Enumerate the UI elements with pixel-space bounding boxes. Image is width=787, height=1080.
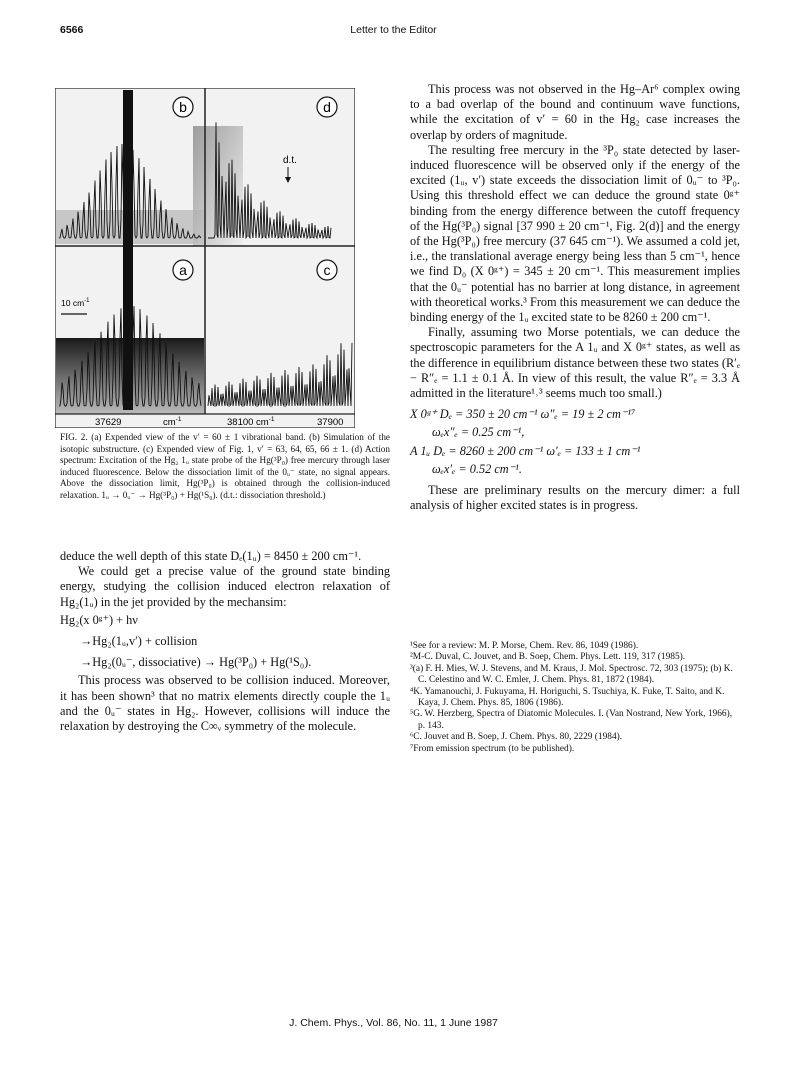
left-column (60, 549, 390, 734)
svg-text:a: a (179, 262, 187, 278)
reference-4: ⁴K. Yamanouchi, J. Fukuyama, H. Horiguchi, S. Tsuchiya, K. Fuke, T. Saito, and K. Kaya, J. Chem. Phys. 85, 1806 (1986). (410, 686, 725, 709)
panel-label-a (173, 260, 193, 280)
panel-label-c (317, 260, 337, 280)
axis-label-37900: 37900 (317, 417, 344, 428)
equation-x-state: X 0ᵍ⁺ Dₑ = 350 ± 20 cm⁻¹ ω″ₑ = 19 ± 2 cm⁻¹⁷ (410, 407, 636, 422)
right-paragraph-1: This process was not observed in the Hg–Ar⁶ complex owing to a bad overlap of the bound and continuum wave functions, while the excitation of v′ = 60 in the Hg₂ case increases the overlap by orders of magnitude. (410, 82, 740, 142)
svg-text:c: c (323, 262, 331, 278)
left-paragraph-3: This process was observed to be collision induced. Moreover, it has been shown³ that no matrix elements directly couple the 1ᵤ and the 0ᵤ⁻ states in Hg₂. However, collisions will induce the relaxation by destroying the C∞ᵥ symmetry of the molecule. (60, 673, 390, 734)
equation-a-state: A 1ᵤ Dₑ = 8260 ± 200 cm⁻¹ ω′ₑ = 133 ± 1 cm⁻¹ (410, 443, 641, 458)
scale-label: 10 $cm^{-1}$ (61, 298, 90, 308)
left-paragraph-1: deduce the well depth of this state Dₑ(1ᵤ) = 8450 ± 200 cm⁻¹. (60, 549, 362, 563)
page-number: 6566 (60, 24, 84, 36)
left-paragraph-2: We could get a precise value of the ground state binding energy, studying the collision induced electron relaxation of Hg₂(1ᵤ) in the jet provided by the mechansim: (60, 564, 390, 609)
panel-label-d (317, 97, 337, 117)
running-header: Letter to the Editor (350, 24, 437, 36)
reference-3: ³(a) F. H. Mies, W. J. Stevens, and M. Kraus, J. Mol. Spectrosc. 72, 303 (1975); (b) K. C. Celestino and W. C. Emler, J. Chem. Phys. 81, 1872 (1984). (410, 663, 733, 686)
right-column (410, 82, 740, 513)
axis-label-38100: 38100 $cm^{-1}$ (227, 416, 275, 428)
right-paragraph-4: These are preliminary results on the mercury dimer: a full analysis of higher excited states is in progress. (410, 483, 740, 513)
reference-1: ¹See for a review: M. P. Morse, Chem. Rev. 86, 1049 (1986). (410, 641, 639, 651)
equation-a-anharmonic: ωₑx′ₑ = 0.52 cm⁻¹. (432, 461, 522, 476)
figure-2 (55, 88, 355, 428)
dissociation-threshold-label: d.t. (283, 155, 297, 166)
axis-unit-left: $cm^{-1}$ (163, 416, 182, 428)
svg-text:d: d (323, 99, 331, 115)
mechanism-line-3: →Hg₂(0ᵤ⁻, dissociative) → Hg(³P₀) + Hg(¹S₀). (80, 655, 312, 670)
figure-caption: FIG. 2. (a) Expended view of the v′ = 60 ± 1 vibrational band. (b) Simulation of the isotopic substructure. (c) Expended view of Fig. 1, v′ = 63, 64, 65, 66 ± 1. (d) Action spectrum: Excitation of the Hg₂ 1ᵤ state probe of the Hg(³P₀) free mercury through laser induced fluorescence. Below the dissociation limit of the 0ᵤ⁻ state, no signal appears. Above the dissociation limit, Hg(³P₀) is obtained through the collision-induced relaxation. 1ᵤ → 0ᵤ⁻ → Hg(³P₀) + Hg(¹S₀). (d.t.: dissociation threshold.) (60, 432, 390, 500)
mechanism-line-2: →Hg₂(1ᵤ,v′) + collision (80, 634, 198, 649)
reference-6: ⁶C. Jouvet and B. Soep, J. Chem. Phys. 80, 2229 (1984). (410, 732, 623, 743)
right-paragraph-2: The resulting free mercury in the ³P₀ state detected by laser-induced fluorescence will be observed only if the energy of the excited (1ᵤ, v′) state exceeds the dissociation limit of 0ᵤ⁻ to ³P₀. Using this threshold effect we can deduce the ground state 0ᵍ⁺ binding from the energy difference between the cutoff frequency of the Hg(³P₀) signal [37 990 ± 20 cm⁻¹, Fig. 2(d)] and the energy of the Hg(³P₀) free mercury (37 645 cm⁻¹). We assumed a cold jet, i.e., the translational average energy being less than 5 cm⁻¹, hence we find D₀ (X 0ᵍ⁺) = 345 ± 20 cm⁻¹. This measurement implies that the 0ᵤ⁻ potential has no barrier at long distance, in agreement with theoretical works.³ From this measurement we can deduce the binding energy of the 1ᵤ excited state to be 8260 ± 200 cm⁻¹. (410, 142, 740, 325)
axis-label-37629: 37629 (95, 417, 122, 428)
svg-text:b: b (179, 99, 187, 115)
reference-2: ²M-C. Duval, C. Jouvet, and B. Soep, Chem. Phys. Lett. 119, 317 (1985). (410, 652, 686, 663)
journal-footer: J. Chem. Phys., Vol. 86, No. 11, 1 June 1987 (289, 1017, 498, 1029)
panel-label-b (173, 97, 193, 117)
references (410, 641, 740, 755)
reference-5: ⁵G. W. Herzberg, Spectra of Diatomic Molecules. I. (Van Nostrand, New York, 1966), p. 143. (410, 709, 733, 731)
reference-7: ⁷From emission spectrum (to be published). (410, 743, 575, 754)
right-paragraph-3: Finally, assuming two Morse potentials, we can deduce the spectroscopic parameters for the A 1ᵤ and X 0ᵍ⁺ states, as well as the difference in equilibrium distance between these two states (R′ₑ − R″ₑ = 1.1 ± 0.1 Å. In view of this result, the value R″ₑ = 3.3 Å admitted in the literature¹˒³ seems much too small.) (410, 325, 740, 401)
mechanism-line-1: Hg₂(x 0ᵍ⁺) + hν (60, 612, 138, 627)
equation-x-anharmonic: ωₑx″ₑ = 0.25 cm⁻¹, (432, 425, 525, 440)
